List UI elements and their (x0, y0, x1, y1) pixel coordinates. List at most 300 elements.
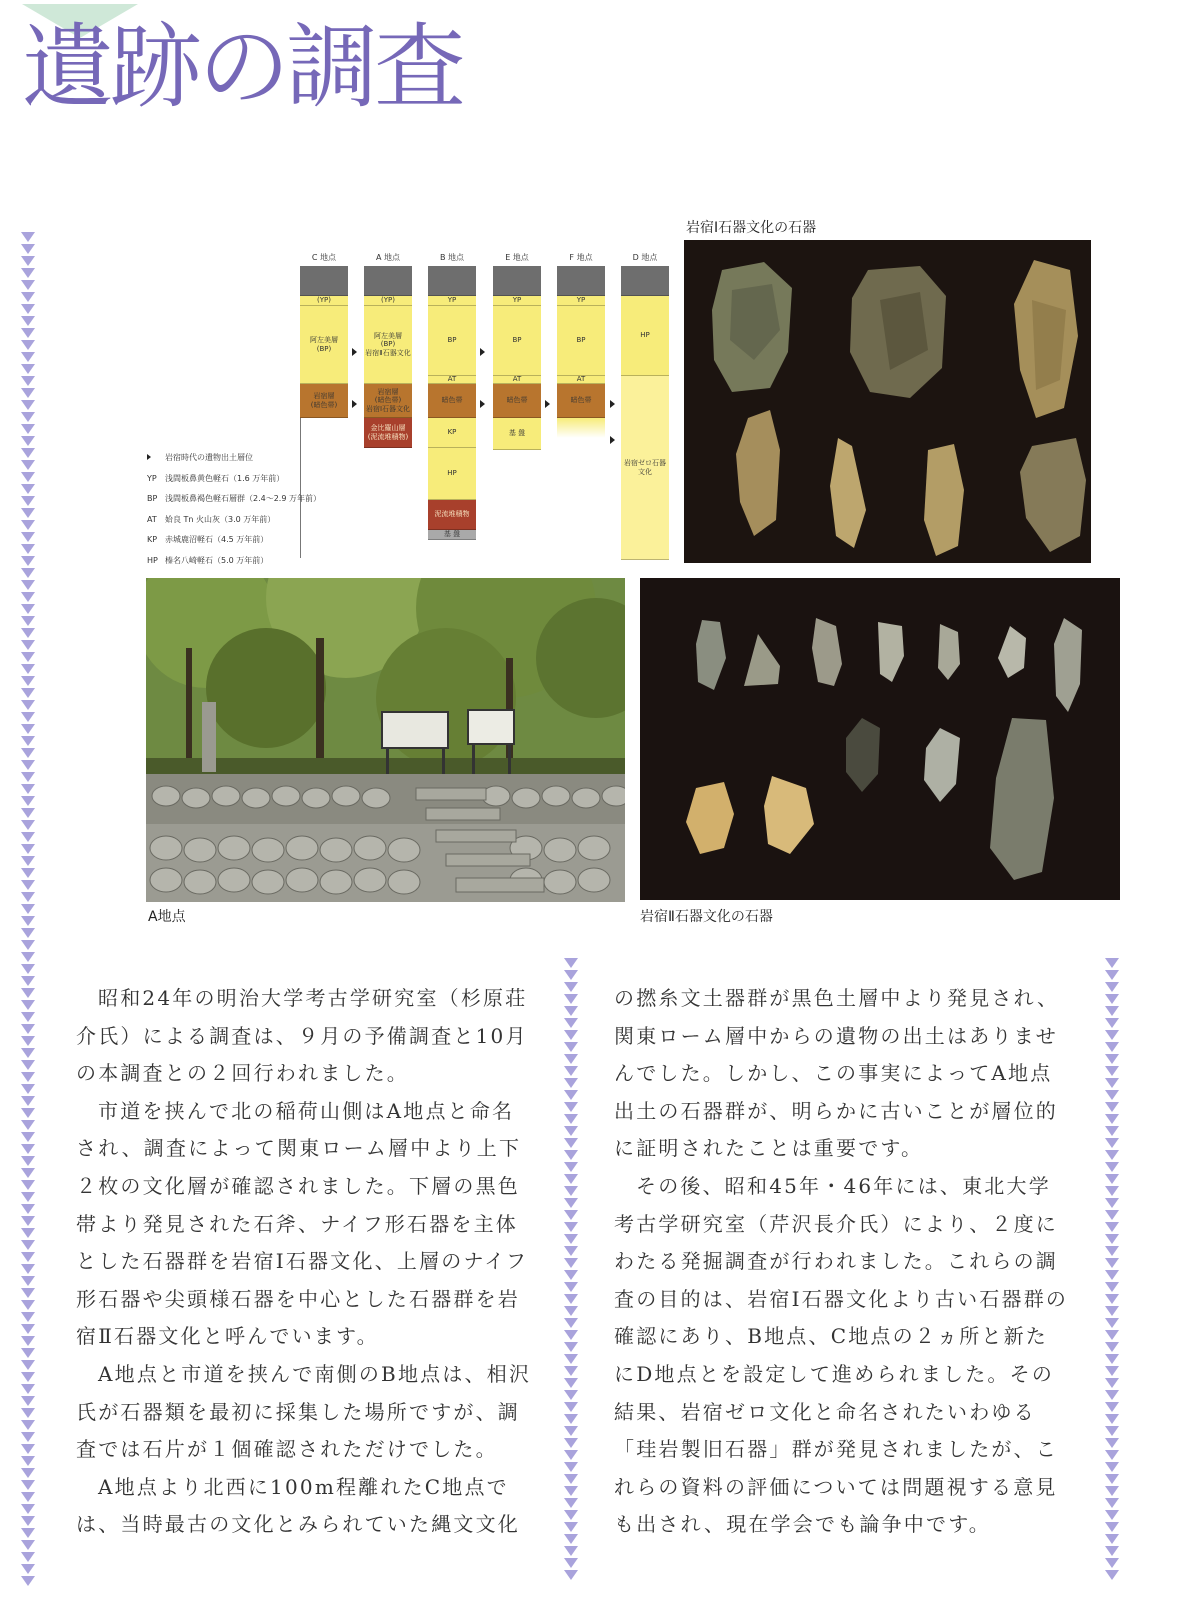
arrow-marker (21, 1216, 35, 1226)
stone-tools-1-photo (684, 240, 1091, 563)
arrow-marker (564, 1018, 578, 1028)
arrow-marker (21, 640, 35, 650)
arrow-marker (21, 1576, 35, 1586)
arrow-marker (21, 1276, 35, 1286)
arrow-marker (1105, 1534, 1119, 1544)
legend-key: HP (147, 555, 158, 565)
arrow-marker (564, 1078, 578, 1088)
strat-layer: 暗色帯 (557, 384, 605, 418)
arrow-marker (21, 280, 35, 290)
arrow-marker (1105, 1462, 1119, 1472)
strat-layer: 岩宿層 (暗色帯) (300, 384, 348, 418)
arrow-marker (1105, 1318, 1119, 1328)
arrow-marker (564, 1162, 578, 1172)
arrow-marker (21, 1180, 35, 1190)
legend-item (147, 493, 321, 504)
strat-column-label: F 地点 (569, 253, 593, 262)
legend-text: 岩宿時代の遺物出土層位 (165, 453, 253, 462)
arrow-marker (21, 580, 35, 590)
arrow-marker (1105, 1078, 1119, 1088)
arrow-marker (1105, 1498, 1119, 1508)
arrow-marker (21, 232, 35, 242)
arrow-marker (21, 1168, 35, 1178)
arrow-marker (21, 256, 35, 266)
info-sign-2 (468, 710, 514, 744)
arrow-marker (564, 1510, 578, 1520)
arrow-marker (564, 1198, 578, 1208)
arrow-marker (1105, 1294, 1119, 1304)
blade-tool-2 (830, 438, 866, 548)
arrow-marker (21, 1504, 35, 1514)
arrow-marker (1105, 1042, 1119, 1052)
arrow-marker (21, 508, 35, 518)
strat-layer: AT (493, 376, 541, 384)
arrow-marker (1105, 970, 1119, 980)
page-title: 遺跡の調査 (22, 14, 463, 121)
arrow-marker (1105, 1210, 1119, 1220)
arrow-marker (564, 1186, 578, 1196)
arrow-marker (21, 1456, 35, 1466)
arrow-marker (21, 484, 35, 494)
strat-layer: BP (493, 306, 541, 376)
strat-layer-fade (557, 418, 605, 438)
strat-layer: KP (428, 418, 476, 448)
legend-item (147, 452, 253, 463)
arrow-marker (1105, 1234, 1119, 1244)
arrow-marker (21, 604, 35, 614)
arrow-marker (1105, 1342, 1119, 1352)
arrow-marker (21, 1000, 35, 1010)
arrow-marker (564, 1318, 578, 1328)
arrow-marker (21, 736, 35, 746)
arrow-marker (1105, 1030, 1119, 1040)
strat-layer-top (300, 266, 348, 296)
arrow-marker (564, 1426, 578, 1436)
strat-layer-top (428, 266, 476, 296)
arrow-marker (21, 832, 35, 842)
arrow-marker (21, 568, 35, 578)
arrow-marker (21, 748, 35, 758)
legend-key: AT (147, 514, 157, 524)
arrow-marker (21, 520, 35, 530)
legend-item (147, 473, 284, 484)
arrow-marker (21, 292, 35, 302)
arrow-marker (564, 1450, 578, 1460)
arrow-marker (21, 940, 35, 950)
legend-item (147, 514, 275, 525)
arrow-marker (1105, 1186, 1119, 1196)
artifact-horizon-marker (545, 400, 550, 408)
arrow-marker (21, 1348, 35, 1358)
arrow-marker (1105, 1330, 1119, 1340)
arrow-marker (564, 1114, 578, 1124)
arrow-marker (21, 796, 35, 806)
arrow-marker (1105, 1282, 1119, 1292)
arrow-marker (21, 1288, 35, 1298)
arrow-marker (21, 1252, 35, 1262)
arrow-marker (1105, 1198, 1119, 1208)
arrow-marker (564, 1438, 578, 1448)
arrow-marker (564, 1246, 578, 1256)
strat-layer: YP (428, 296, 476, 306)
arrow-marker (21, 880, 35, 890)
arrow-marker (1105, 1066, 1119, 1076)
arrow-marker (1105, 1018, 1119, 1028)
arrow-marker (1105, 1138, 1119, 1148)
arrow-marker (21, 1540, 35, 1550)
arrow-marker (1105, 1258, 1119, 1268)
arrow-marker (21, 1108, 35, 1118)
strat-layer: 岩宿層 (暗色帯) 岩宿Ⅰ石器文化 (364, 384, 412, 418)
body-paragraph: その後、昭和45年・46年には、東北大学考古学研究室（芹沢長介氏）により、２度にわたる発掘調査が行われました。これらの調査の目的は、岩宿Ⅰ石器文化より古い石器群の確認にあり、B地点、C地点の２ヵ所と新たにD地点とを設定して進められました。その結果、岩宿ゼロ文化と命名されたいわゆる「珪岩製旧石器」群が発見されましたが、これらの資料の評価については問題視する意見も出され、現在学会でも論争中です。 (614, 1173, 1069, 1537)
strat-layer: YP (557, 296, 605, 306)
strat-layer: 阿左美層 (BP) 岩宿Ⅱ石器文化 (364, 306, 412, 384)
artifact-horizon-marker (352, 348, 357, 356)
arrow-marker (21, 616, 35, 626)
strat-layer: BP (428, 306, 476, 376)
arrow-marker (21, 1036, 35, 1046)
strat-column-label: B 地点 (439, 253, 465, 262)
middle-arrow-strip (563, 958, 579, 1592)
arrow-marker (21, 388, 35, 398)
arrow-marker (1105, 1426, 1119, 1436)
artifact-horizon-marker (480, 348, 485, 356)
arrow-marker (21, 724, 35, 734)
arrow-marker (1105, 1474, 1119, 1484)
arrow-marker (564, 1066, 578, 1076)
artifact-horizon-marker (610, 400, 615, 408)
arrow-marker (1105, 982, 1119, 992)
strat-layer: (YP) (364, 296, 412, 306)
arrow-marker (21, 1312, 35, 1322)
arrow-marker (564, 1342, 578, 1352)
arrow-marker (564, 1558, 578, 1568)
arrow-marker (21, 820, 35, 830)
artifact-horizon-marker (480, 400, 485, 408)
legend-item (147, 534, 268, 545)
arrow-marker (564, 1486, 578, 1496)
strat-layer: 金比羅山層 (泥流堆積物) (364, 418, 412, 448)
arrow-marker (1105, 1354, 1119, 1364)
arrow-marker (1105, 1402, 1119, 1412)
artifact-horizon-marker (610, 436, 615, 444)
arrow-marker (564, 1498, 578, 1508)
arrow-marker (564, 1042, 578, 1052)
stone-tools-2-caption: 岩宿Ⅱ石器文化の石器 (640, 909, 773, 925)
strat-layer: (YP) (300, 296, 348, 306)
arrow-marker (1105, 1486, 1119, 1496)
arrow-marker (21, 1408, 35, 1418)
arrow-marker (21, 1420, 35, 1430)
arrow-marker (21, 460, 35, 470)
arrow-marker (21, 808, 35, 818)
body-paragraph: A地点と市道を挟んで南側のB地点は、相沢氏が石器類を最初に採集した場所ですが、調査では石片が１個確認されただけでした。 (76, 1361, 532, 1462)
arrow-marker (1105, 1390, 1119, 1400)
strat-layer: 泥流堆積物 (428, 500, 476, 530)
arrow-marker (21, 1012, 35, 1022)
arrow-marker (21, 1132, 35, 1142)
site-a-photo (146, 578, 625, 902)
arrow-marker (21, 304, 35, 314)
arrow-marker (21, 448, 35, 458)
arrow-marker (564, 1138, 578, 1148)
arrow-marker (564, 1210, 578, 1220)
body-paragraph: の撚糸文土器群が黒色土層中より発見され、関東ローム層中からの遺物の出土はありませんでした。しかし、この事実によってA地点出土の石器群が、明らかに古いことが層位的に証明されたことは重要です。 (614, 986, 1060, 1161)
arrow-marker (21, 856, 35, 866)
arrow-marker (564, 1330, 578, 1340)
arrow-marker (564, 994, 578, 1004)
arrow-marker (1105, 1246, 1119, 1256)
body-right-column (614, 980, 1070, 1544)
arrow-marker (1105, 1150, 1119, 1160)
arrow-marker (1105, 1222, 1119, 1232)
body-paragraph: 市道を挟んで北の稲荷山側はA地点と命名され、調査によって関東ローム層中より上下２枚の文化層が確認されました。下層の黒色帯より発見された石斧、ナイフ形石器を主体とした石器群を岩宿Ⅰ石器文化、上層のナイフ形石器や尖頭様石器を中心とした石器群を岩宿Ⅱ石器文化と呼んでいます。 (76, 1098, 529, 1349)
arrow-marker (21, 1396, 35, 1406)
arrow-marker (1105, 1114, 1119, 1124)
core-tool-1 (712, 262, 792, 392)
arrow-marker (21, 928, 35, 938)
arrow-marker (21, 1444, 35, 1454)
arrow-marker (564, 1006, 578, 1016)
arrow-marker (564, 1030, 578, 1040)
arrow-marker (564, 958, 578, 968)
legend-text: 浅間板鼻褐色軽石層群（2.4〜2.9 万年前） (165, 494, 321, 503)
arrow-marker (1105, 1174, 1119, 1184)
arrow-marker (21, 988, 35, 998)
strat-layer-top (364, 266, 412, 296)
arrow-marker (21, 1324, 35, 1334)
arrow-marker (21, 424, 35, 434)
left-arrow-strip (20, 232, 36, 1592)
arrow-marker (21, 1240, 35, 1250)
arrow-marker (21, 652, 35, 662)
arrow-marker (21, 1384, 35, 1394)
strat-layer: 暗色帯 (493, 384, 541, 418)
stone-tools-1-caption: 岩宿Ⅰ石器文化の石器 (686, 220, 817, 236)
arrow-marker (21, 544, 35, 554)
artifact-horizon-marker (352, 400, 357, 408)
arrow-marker (21, 532, 35, 542)
legend-item (147, 555, 268, 566)
arrow-marker (564, 1462, 578, 1472)
legend-key: BP (147, 494, 158, 503)
legend-text: 浅間板鼻黄色軽石（1.6 万年前） (165, 473, 285, 483)
info-sign-1 (382, 712, 448, 748)
arrow-marker (21, 916, 35, 926)
strat-column-label: D 地点 (632, 253, 658, 262)
arrow-marker (21, 412, 35, 422)
arrow-marker (564, 1282, 578, 1292)
legend-key (147, 453, 165, 462)
arrow-marker (21, 904, 35, 914)
arrow-marker (21, 1204, 35, 1214)
arrow-marker (1105, 1126, 1119, 1136)
body-paragraph: 昭和24年の明治大学考古学研究室（杉原荘介氏）による調査は、９月の予備調査と10月の本調査との２回行われました。 (76, 986, 528, 1086)
body-paragraph: A地点より北西に100m程離れたC地点では、当時最古の文化とみられていた縄文文化 (76, 1474, 520, 1537)
arrow-marker (21, 1144, 35, 1154)
arrow-marker (564, 1390, 578, 1400)
arrow-marker (21, 676, 35, 686)
arrow-marker (1105, 1102, 1119, 1112)
arrow-marker (21, 340, 35, 350)
legend-key: KP (147, 535, 158, 544)
arrow-marker (1105, 1546, 1119, 1556)
arrow-marker (21, 784, 35, 794)
arrow-marker (564, 1270, 578, 1280)
arrow-marker (21, 436, 35, 446)
arrow-marker (1105, 1006, 1119, 1016)
strat-column-label: A 地点 (375, 253, 400, 262)
strat-column-edge (300, 418, 301, 558)
arrow-marker (21, 1120, 35, 1130)
arrow-marker (1105, 958, 1119, 968)
strat-layer: AT (428, 376, 476, 384)
core-tool-3 (1014, 260, 1078, 418)
arrow-marker (21, 628, 35, 638)
arrow-marker (1105, 1522, 1119, 1532)
arrow-marker (1105, 1054, 1119, 1064)
arrow-marker (21, 316, 35, 326)
arrow-marker (21, 352, 35, 362)
arrow-marker (564, 1354, 578, 1364)
arrow-marker (21, 1096, 35, 1106)
stone-tools-2-photo (640, 578, 1120, 900)
arrow-marker (21, 1072, 35, 1082)
arrow-marker (564, 1174, 578, 1184)
arrow-marker (21, 1528, 35, 1538)
arrow-marker (1105, 1270, 1119, 1280)
arrow-marker (21, 1492, 35, 1502)
arrow-marker (564, 1126, 578, 1136)
arrow-marker (21, 244, 35, 254)
stone-monument (202, 702, 216, 772)
arrow-marker (21, 1432, 35, 1442)
arrow-marker (21, 472, 35, 482)
arrow-marker (21, 772, 35, 782)
arrow-marker (564, 1474, 578, 1484)
arrow-marker (21, 1024, 35, 1034)
site-a-caption: A地点 (148, 909, 186, 925)
arrow-marker (564, 1234, 578, 1244)
arrow-marker (564, 1570, 578, 1580)
arrow-marker (21, 976, 35, 986)
arrow-marker (21, 1300, 35, 1310)
blade-tool-3 (924, 444, 964, 556)
strat-layer: BP (557, 306, 605, 376)
arrow-marker (564, 1102, 578, 1112)
arrow-marker (21, 1192, 35, 1202)
arrow-marker (21, 868, 35, 878)
arrow-marker (21, 712, 35, 722)
strat-layer: YP (493, 296, 541, 306)
arrow-marker (564, 1522, 578, 1532)
arrow-marker (564, 1258, 578, 1268)
arrow-marker (564, 1366, 578, 1376)
arrow-marker (21, 556, 35, 566)
strat-layer: HP (428, 448, 476, 500)
right-arrow-strip (1104, 958, 1120, 1592)
arrow-marker (564, 1090, 578, 1100)
strat-layer: 基 盤 (493, 418, 541, 450)
strat-layer-top (621, 266, 669, 296)
arrow-marker (21, 844, 35, 854)
arrow-marker (21, 700, 35, 710)
arrow-marker (21, 1084, 35, 1094)
arrow-marker (1105, 1306, 1119, 1316)
arrow-marker (21, 1156, 35, 1166)
arrow-marker (21, 1264, 35, 1274)
arrow-marker (21, 1516, 35, 1526)
arrow-marker (21, 1360, 35, 1370)
arrow-marker (21, 952, 35, 962)
arrow-marker (21, 376, 35, 386)
arrow-marker (21, 664, 35, 674)
arrow-marker (21, 688, 35, 698)
arrow-marker (21, 1480, 35, 1490)
arrow-marker (1105, 1450, 1119, 1460)
arrow-marker (21, 400, 35, 410)
arrow-marker (564, 1054, 578, 1064)
arrow-marker (1105, 1510, 1119, 1520)
arrow-marker (21, 1228, 35, 1238)
arrow-marker (21, 964, 35, 974)
arrow-marker (21, 1048, 35, 1058)
arrow-marker (1105, 1570, 1119, 1580)
arrow-marker (1105, 1558, 1119, 1568)
blade-tool-1 (736, 410, 780, 536)
arrow-marker (564, 1414, 578, 1424)
arrow-marker (21, 592, 35, 602)
arrow-marker (564, 1378, 578, 1388)
strat-layer: 岩宿ゼロ石器文化 (621, 376, 669, 560)
arrow-marker (564, 1306, 578, 1316)
arrow-marker (564, 982, 578, 992)
strat-layer: HP (621, 296, 669, 376)
strat-column-label: C 地点 (311, 253, 337, 262)
arrow-marker (21, 1564, 35, 1574)
arrow-marker (1105, 1366, 1119, 1376)
strat-layer: 阿左美層 (BP) (300, 306, 348, 384)
arrow-marker (564, 1402, 578, 1412)
legend-text: 赤城鹿沼軽石（4.5 万年前） (165, 535, 269, 544)
strat-layer: 基 盤 (428, 530, 476, 540)
arrow-marker (564, 1222, 578, 1232)
arrow-marker (564, 970, 578, 980)
strat-layer: 暗色帯 (428, 384, 476, 418)
arrow-marker (21, 1468, 35, 1478)
legend-text: 榛名八崎軽石（5.0 万年前） (165, 555, 269, 565)
arrow-marker (564, 1546, 578, 1556)
arrow-marker (21, 268, 35, 278)
arrow-marker (1105, 1162, 1119, 1172)
legend-text: 姶良 Tn 火山灰（3.0 万年前） (165, 514, 276, 524)
arrow-marker (564, 1294, 578, 1304)
arrow-marker (21, 1372, 35, 1382)
arrow-marker (21, 760, 35, 770)
strat-column-label: E 地点 (505, 253, 529, 262)
arrow-marker (21, 1336, 35, 1346)
core-tool-2 (850, 266, 946, 398)
arrow-marker (1105, 1438, 1119, 1448)
scraper-tool (1020, 438, 1086, 552)
arrow-marker (564, 1534, 578, 1544)
strat-layer-top (493, 266, 541, 296)
arrow-marker (564, 1150, 578, 1160)
arrow-marker (21, 1060, 35, 1070)
strat-layer-top (557, 266, 605, 296)
arrow-marker (21, 892, 35, 902)
arrow-marker (21, 328, 35, 338)
